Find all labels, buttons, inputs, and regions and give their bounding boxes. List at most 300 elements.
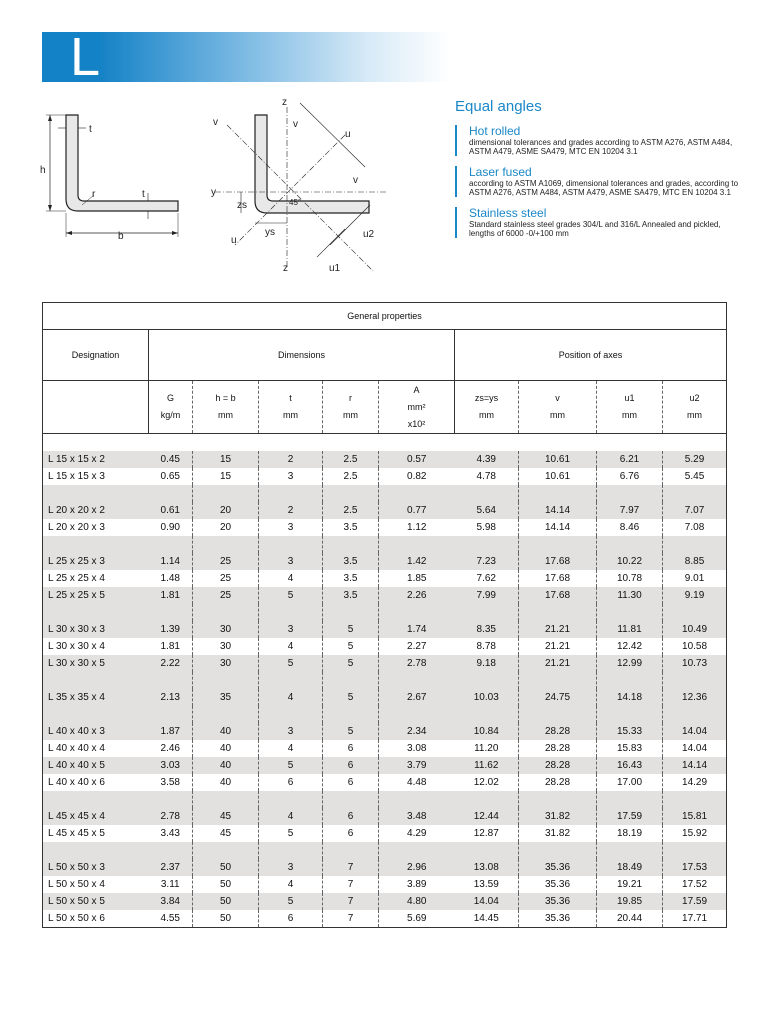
designation-cell: L 20 x 20 x 2 — [43, 502, 149, 519]
value-cell: 5.98 — [476, 522, 496, 533]
table-row — [43, 689, 727, 706]
value-cell: 3.89 — [379, 876, 455, 893]
table-row — [43, 468, 727, 485]
designation-cell: L 40 x 40 x 3 — [43, 723, 149, 740]
designation-cell: L 25 x 25 x 5 — [43, 587, 149, 604]
value-cell — [149, 604, 193, 621]
column-unit: mm² — [407, 401, 426, 412]
value-cell: 3.08 — [379, 740, 455, 757]
value-cell — [323, 791, 379, 808]
value-cell — [455, 604, 519, 621]
value-cell — [193, 434, 259, 452]
value-cell — [379, 706, 455, 723]
value-cell: 2.5 — [323, 468, 379, 485]
value-cell — [663, 485, 727, 502]
value-cell: 2.46 — [160, 743, 180, 754]
value-cell — [663, 604, 727, 621]
value-cell — [149, 842, 193, 859]
value-cell: 6.21 — [597, 451, 663, 468]
value-cell: 7.62 — [476, 573, 496, 584]
value-cell — [597, 434, 663, 452]
value-cell — [323, 842, 379, 859]
angle-label: 45° — [289, 198, 302, 207]
column-unit: mm — [550, 410, 565, 420]
value-cell: 25 — [193, 570, 259, 587]
column-header — [519, 381, 597, 434]
value-cell — [323, 434, 379, 452]
value-cell: 14.45 — [455, 910, 519, 928]
spacer-row — [43, 485, 727, 502]
value-cell — [519, 604, 597, 621]
value-cell: 3.43 — [160, 828, 180, 839]
value-cell — [149, 485, 193, 502]
value-cell: 2.13 — [149, 689, 193, 706]
column-header — [149, 381, 193, 434]
value-cell: 12.44 — [455, 808, 519, 825]
value-cell: 18.49 — [597, 859, 663, 876]
value-cell: 10.03 — [455, 689, 519, 706]
value-cell: 14.04 — [663, 723, 727, 740]
table-row — [43, 859, 727, 876]
value-cell: 35 — [193, 689, 259, 706]
label-h: h — [40, 165, 46, 176]
value-cell — [379, 791, 455, 808]
value-cell — [663, 791, 727, 808]
value-cell: 6 — [323, 774, 379, 791]
value-cell — [259, 604, 323, 621]
value-cell — [149, 791, 193, 808]
header-banner — [42, 27, 450, 87]
value-cell: 2 — [259, 502, 323, 519]
designation-cell — [43, 434, 149, 452]
designation-cell — [43, 791, 149, 808]
column-name: A — [413, 384, 420, 395]
value-cell: 7 — [323, 910, 379, 928]
axis-label-v-right: v — [353, 175, 358, 186]
value-cell: 21.21 — [519, 621, 597, 638]
value-cell: 11.20 — [474, 743, 499, 754]
value-cell: 4.78 — [476, 471, 496, 482]
column-header — [379, 381, 455, 434]
value-cell — [379, 842, 455, 859]
value-cell: 7 — [323, 876, 379, 893]
designation-cell: L 50 x 50 x 3 — [43, 859, 149, 876]
value-cell — [597, 672, 663, 689]
value-cell — [323, 485, 379, 502]
column-name: h = b — [215, 393, 236, 403]
value-cell: 40 — [193, 723, 259, 740]
value-cell: 6 — [323, 757, 379, 774]
designation-cell — [43, 842, 149, 859]
value-cell: 4.55 — [149, 910, 193, 928]
value-cell — [519, 485, 597, 502]
value-cell: 4.80 — [379, 893, 455, 910]
column-header — [455, 381, 519, 434]
value-cell: 4 — [259, 740, 323, 757]
value-cell: 4 — [259, 876, 323, 893]
label-t-top: t — [89, 124, 92, 135]
value-cell: 17.68 — [519, 570, 597, 587]
value-cell: 10.84 — [455, 723, 519, 740]
value-cell: 3.5 — [323, 553, 379, 570]
value-cell: 21.21 — [519, 638, 597, 655]
value-cell: 5 — [323, 638, 379, 655]
value-cell: 24.75 — [519, 689, 597, 706]
value-cell: 4 — [259, 638, 323, 655]
value-cell: 25 — [193, 587, 259, 604]
designation-cell: L 20 x 20 x 3 — [43, 519, 149, 536]
column-name: r — [349, 393, 352, 403]
value-cell — [455, 672, 519, 689]
designation-cell — [43, 706, 149, 723]
value-cell: 28.28 — [519, 774, 597, 791]
value-cell: 7 — [323, 859, 379, 876]
info-panel — [455, 98, 740, 248]
value-cell: 15.33 — [597, 723, 663, 740]
value-cell: 1.85 — [379, 570, 455, 587]
column-header — [259, 381, 323, 434]
value-cell — [149, 672, 193, 689]
value-cell — [323, 706, 379, 723]
value-cell: 5 — [259, 757, 323, 774]
value-cell — [455, 485, 519, 502]
column-name: u2 — [689, 393, 700, 403]
value-cell: 7.08 — [663, 519, 727, 536]
value-cell: 6 — [323, 740, 379, 757]
value-cell: 1.14 — [149, 553, 193, 570]
axis-label-v-diag: v — [293, 119, 298, 130]
value-cell: 3 — [259, 468, 323, 485]
value-cell — [193, 485, 259, 502]
value-cell — [519, 536, 597, 553]
value-cell: 7.07 — [663, 502, 727, 519]
value-cell — [259, 842, 323, 859]
value-cell — [663, 434, 727, 452]
value-cell — [663, 706, 727, 723]
value-cell: 3.79 — [379, 757, 455, 774]
value-cell: 6.76 — [597, 468, 663, 485]
value-cell: 15 — [193, 468, 259, 485]
info-section-text: dimensional tolerances and grades according to ASTM A276, ASTM A484, ASTM A479, ASME SA479, MTC EN 10204 3.1 — [469, 138, 733, 156]
value-cell — [519, 672, 597, 689]
value-cell — [379, 485, 455, 502]
value-cell — [259, 672, 323, 689]
position-of-axes-header: Position of axes — [455, 330, 727, 381]
value-cell: 8.78 — [476, 641, 496, 652]
value-cell: 3 — [259, 519, 323, 536]
designation-cell: L 30 x 30 x 4 — [43, 638, 149, 655]
value-cell: 1.42 — [379, 553, 455, 570]
value-cell: 17.59 — [597, 808, 663, 825]
table-row — [43, 502, 727, 519]
value-cell: 3.48 — [379, 808, 455, 825]
value-cell — [663, 672, 727, 689]
value-cell: 7.97 — [597, 502, 663, 519]
value-cell: 11.30 — [597, 587, 663, 604]
info-section-hot-rolled — [455, 125, 740, 156]
value-cell: 0.65 — [160, 471, 180, 482]
info-section-heading: Stainless steel — [469, 206, 547, 220]
value-cell: 2.34 — [379, 723, 455, 740]
value-cell: 3.84 — [149, 893, 193, 910]
value-cell: 9.19 — [663, 587, 727, 604]
value-cell: 28.28 — [519, 740, 597, 757]
column-unit: mm — [218, 410, 233, 420]
value-cell: 17.68 — [519, 587, 597, 604]
spacer-row — [43, 434, 727, 452]
value-cell: 2.37 — [149, 859, 193, 876]
value-cell — [519, 434, 597, 452]
value-cell: 14.14 — [519, 519, 597, 536]
value-cell: 10.49 — [663, 621, 727, 638]
value-cell — [193, 706, 259, 723]
value-cell: 2.22 — [149, 655, 193, 672]
value-cell: 0.57 — [379, 451, 455, 468]
table-row — [43, 825, 727, 842]
axis-label-u-top: u — [345, 129, 351, 140]
value-cell: 1.74 — [379, 621, 455, 638]
value-cell — [149, 536, 193, 553]
column-name: v — [555, 393, 560, 403]
value-cell — [259, 434, 323, 452]
designation-cell: L 50 x 50 x 4 — [43, 876, 149, 893]
value-cell: 10.61 — [519, 451, 597, 468]
value-cell — [259, 485, 323, 502]
value-cell: 17.71 — [663, 910, 727, 928]
axis-label-ys: ys — [265, 227, 275, 238]
value-cell: 30 — [193, 655, 259, 672]
value-cell — [519, 706, 597, 723]
table-row — [43, 570, 727, 587]
value-cell: 16.43 — [597, 757, 663, 774]
column-name: u1 — [624, 393, 635, 403]
value-cell — [259, 706, 323, 723]
value-cell: 5 — [259, 655, 323, 672]
value-cell: 0.82 — [379, 468, 455, 485]
value-cell: 9.18 — [455, 655, 519, 672]
value-cell: 5.45 — [663, 468, 727, 485]
value-cell — [193, 536, 259, 553]
info-section-stainless-steel — [455, 207, 740, 238]
value-cell: 4 — [259, 689, 323, 706]
value-cell — [455, 434, 519, 452]
value-cell — [323, 604, 379, 621]
column-unit: mm — [343, 410, 358, 420]
value-cell: 7 — [323, 893, 379, 910]
properties-table — [42, 302, 727, 928]
column-name: G — [166, 393, 174, 403]
value-cell: 17.00 — [597, 774, 663, 791]
designation-cell: L 40 x 40 x 6 — [43, 774, 149, 791]
value-cell: 1.48 — [160, 573, 180, 584]
table-row — [43, 519, 727, 536]
value-cell: 50 — [193, 876, 259, 893]
column-name: zs=ys — [474, 393, 499, 403]
table-row — [43, 910, 727, 928]
value-cell — [455, 536, 519, 553]
axis-label-y: y — [211, 187, 216, 198]
value-cell: 28.28 — [519, 723, 597, 740]
value-cell — [193, 791, 259, 808]
value-cell — [597, 842, 663, 859]
info-section-laser-fused — [455, 166, 740, 197]
value-cell: 14.18 — [597, 689, 663, 706]
spacer-row — [43, 604, 727, 621]
value-cell: 9.01 — [663, 570, 727, 587]
value-cell: 40 — [193, 757, 259, 774]
value-cell: 4.39 — [455, 451, 519, 468]
designation-cell — [43, 672, 149, 689]
table-row — [43, 621, 727, 638]
value-cell: 17.59 — [663, 893, 727, 910]
value-cell: 8.46 — [597, 519, 663, 536]
value-cell: 5 — [259, 587, 323, 604]
table-row — [43, 451, 727, 468]
column-unit-multiplier: x10² — [407, 418, 426, 429]
axis-label-v-top: v — [213, 117, 218, 128]
value-cell — [149, 434, 193, 452]
value-cell: 5.69 — [379, 910, 455, 928]
value-cell: 6 — [323, 825, 379, 842]
value-cell: 5 — [323, 723, 379, 740]
value-cell: 7.23 — [455, 553, 519, 570]
value-cell: 2.5 — [323, 502, 379, 519]
designation-cell — [43, 536, 149, 553]
value-cell: 14.04 — [663, 740, 727, 757]
designation-cell: L 50 x 50 x 5 — [43, 893, 149, 910]
value-cell — [149, 706, 193, 723]
value-cell: 17.68 — [519, 553, 597, 570]
designation-cell: L 25 x 25 x 4 — [43, 570, 149, 587]
value-cell: 6 — [259, 774, 323, 791]
value-cell: 5 — [259, 893, 323, 910]
value-cell: 0.77 — [379, 502, 455, 519]
value-cell: 13.59 — [473, 879, 499, 890]
value-cell: 4 — [259, 808, 323, 825]
info-section-text: according to ASTM A1069, dimensional tolerances and grades, according to ASTM A276, ASTM A484, ASTM A479, ASME SA479, MTC EN 10204 3.1 — [469, 179, 739, 197]
axis-label-u2: u2 — [363, 229, 375, 240]
value-cell — [323, 536, 379, 553]
value-cell: 40 — [193, 774, 259, 791]
value-cell: 21.21 — [519, 655, 597, 672]
designation-cell: L 35 x 35 x 4 — [43, 689, 149, 706]
value-cell: 20 — [193, 502, 259, 519]
value-cell: 19.85 — [597, 893, 663, 910]
value-cell: 3.5 — [323, 570, 379, 587]
designation-cell: L 40 x 40 x 4 — [43, 740, 149, 757]
value-cell — [379, 536, 455, 553]
designation-cell: L 45 x 45 x 5 — [43, 825, 149, 842]
value-cell: 10.78 — [597, 570, 663, 587]
info-section-text: Standard stainless steel grades 304/L and 316/L Annealed and pickled, lengths of 6000 -0/+100 mm — [469, 220, 721, 238]
table-row — [43, 638, 727, 655]
value-cell: 10.73 — [663, 655, 727, 672]
value-cell — [519, 791, 597, 808]
value-cell: 18.19 — [597, 825, 663, 842]
designation-unit-cell — [43, 381, 149, 434]
value-cell — [379, 672, 455, 689]
value-cell: 4.29 — [379, 825, 455, 842]
value-cell: 20.44 — [597, 910, 663, 928]
table-row — [43, 553, 727, 570]
table-row — [43, 740, 727, 757]
value-cell: 1.12 — [379, 519, 455, 536]
table-row — [43, 808, 727, 825]
axes-diagram — [205, 95, 405, 295]
value-cell — [663, 536, 727, 553]
value-cell: 12.87 — [473, 828, 499, 839]
value-cell: 6 — [259, 910, 323, 928]
column-header — [193, 381, 259, 434]
value-cell: 1.81 — [160, 641, 180, 652]
table-row — [43, 774, 727, 791]
value-cell: 20 — [193, 519, 259, 536]
spacer-row — [43, 842, 727, 859]
units-header-row — [43, 381, 727, 434]
axis-label-z-top: z — [282, 97, 287, 108]
axis-label-u1: u1 — [329, 263, 341, 274]
value-cell: 3.03 — [149, 757, 193, 774]
column-unit: kg/m — [160, 410, 181, 420]
value-cell: 3 — [259, 859, 323, 876]
value-cell: 3 — [259, 621, 323, 638]
value-cell — [323, 672, 379, 689]
table-row — [43, 893, 727, 910]
value-cell — [455, 842, 519, 859]
column-unit: mm — [687, 410, 703, 420]
value-cell: 7.99 — [455, 587, 519, 604]
designation-header: Designation — [43, 330, 149, 381]
dimensions-header: Dimensions — [149, 330, 455, 381]
value-cell: 4.48 — [379, 774, 455, 791]
table-row — [43, 757, 727, 774]
value-cell: 35.36 — [519, 910, 597, 928]
value-cell: 1.87 — [149, 723, 193, 740]
column-unit: mm — [283, 410, 298, 420]
value-cell: 0.90 — [160, 522, 180, 533]
general-properties-header: General properties — [43, 303, 727, 330]
value-cell: 12.36 — [663, 689, 727, 706]
label-r: r — [92, 189, 96, 200]
value-cell: 17.52 — [663, 876, 727, 893]
designation-cell: L 25 x 25 x 3 — [43, 553, 149, 570]
spacer-row — [43, 791, 727, 808]
designation-cell: L 15 x 15 x 3 — [43, 468, 149, 485]
value-cell: 15.83 — [597, 740, 663, 757]
value-cell: 0.61 — [149, 502, 193, 519]
profile-dimension-diagram — [38, 105, 188, 245]
value-cell: 3 — [259, 553, 323, 570]
value-cell: 2.27 — [379, 638, 455, 655]
value-cell — [259, 536, 323, 553]
value-cell: 2.78 — [379, 655, 455, 672]
value-cell — [597, 536, 663, 553]
value-cell — [379, 604, 455, 621]
value-cell: 15.92 — [663, 825, 727, 842]
table-row — [43, 876, 727, 893]
value-cell: 4 — [259, 570, 323, 587]
value-cell: 30 — [193, 621, 259, 638]
value-cell — [597, 791, 663, 808]
value-cell — [193, 672, 259, 689]
value-cell: 3.11 — [160, 879, 180, 890]
value-cell: 50 — [193, 859, 259, 876]
value-cell: 1.81 — [149, 587, 193, 604]
value-cell: 35.36 — [519, 893, 597, 910]
column-header — [597, 381, 663, 434]
value-cell: 3.5 — [323, 587, 379, 604]
value-cell: 12.99 — [597, 655, 663, 672]
